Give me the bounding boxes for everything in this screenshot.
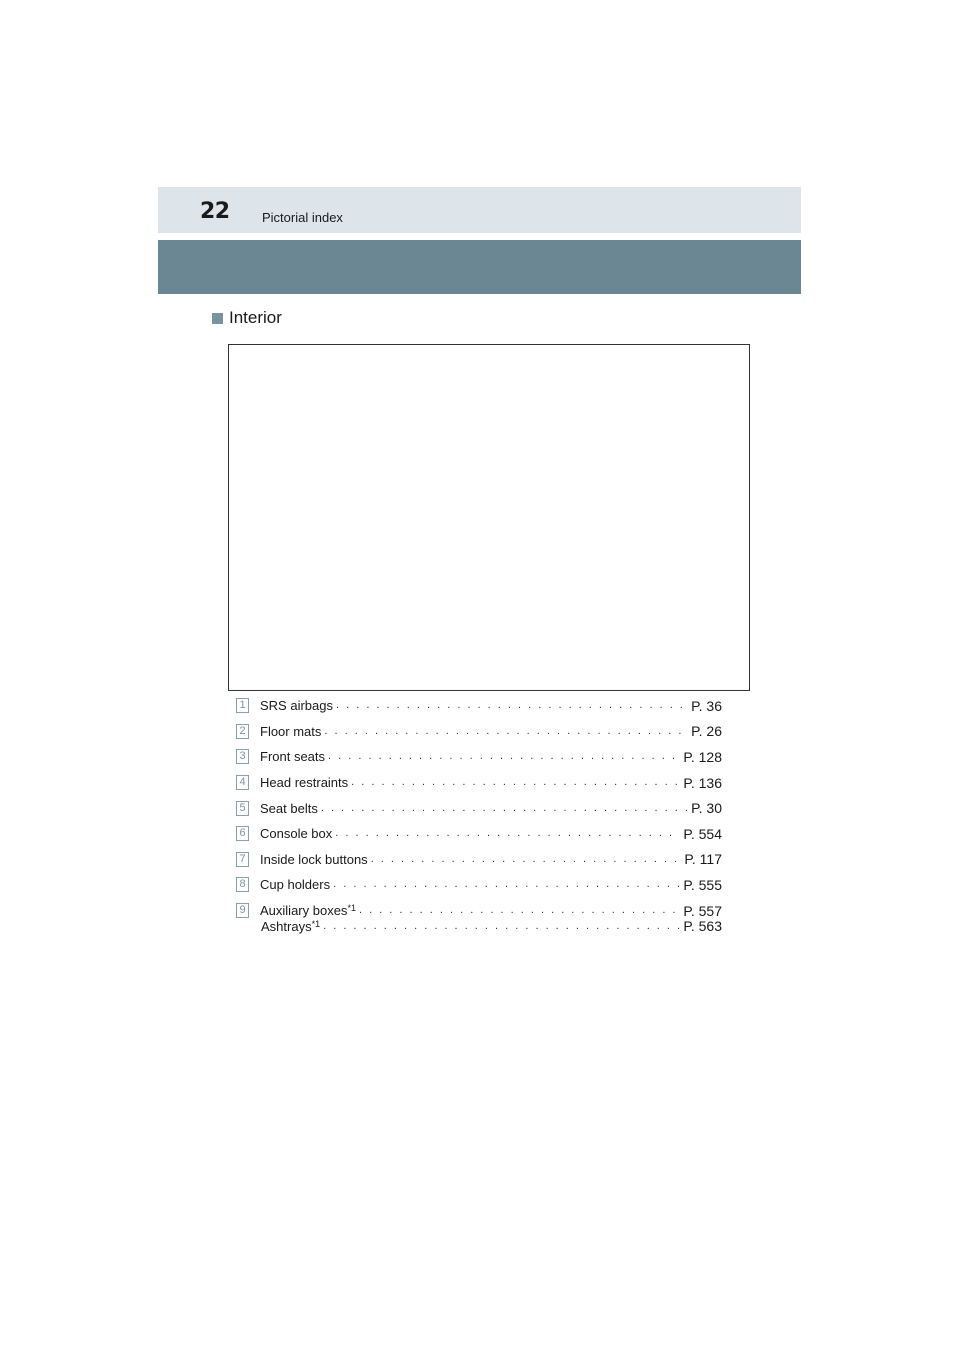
item-label: Seat belts	[260, 800, 318, 816]
item-label: Cup holders	[260, 877, 331, 893]
item-label	[260, 903, 356, 918]
item-label	[261, 919, 320, 934]
footnote-marker: *1	[347, 903, 356, 914]
item-number-badge: 4	[236, 775, 249, 790]
index-item[interactable]	[236, 872, 722, 898]
item-label: Front seats	[260, 749, 326, 765]
leader-dots	[371, 854, 682, 865]
page-reference-link[interactable]: P. 136	[683, 774, 722, 791]
square-bullet-icon	[212, 313, 223, 324]
leader-dots	[351, 777, 680, 788]
page-reference-link[interactable]: P. 128	[683, 748, 722, 765]
item-number-badge: 6	[236, 826, 249, 841]
index-list	[236, 693, 722, 935]
index-item[interactable]	[236, 795, 722, 821]
page-reference-link[interactable]: P. 36	[691, 697, 722, 714]
item-label-text: Ashtrays	[261, 918, 312, 934]
item-number-badge: 1	[236, 698, 249, 713]
index-item[interactable]	[236, 770, 722, 796]
item-number-badge: 2	[236, 724, 249, 739]
footnote-marker: *1	[311, 918, 321, 929]
page-reference-link[interactable]: P. 555	[683, 876, 722, 893]
item-label: SRS airbags	[260, 698, 333, 714]
item-number-badge: 8	[236, 877, 249, 892]
interior-figure-frame	[228, 344, 750, 691]
sub-heading-text: Interior	[229, 308, 282, 327]
index-item[interactable]	[236, 821, 722, 847]
leader-dots	[324, 726, 688, 737]
leader-dots	[323, 921, 680, 932]
item-label: Console box	[260, 826, 333, 842]
leader-dots	[359, 905, 680, 916]
item-number-badge: 5	[236, 801, 249, 816]
item-label-text: Auxiliary boxes	[260, 903, 348, 919]
page-reference-link[interactable]: P. 557	[683, 902, 722, 919]
leader-dots	[336, 700, 688, 711]
page-reference-link[interactable]: P. 554	[683, 825, 722, 842]
page-number: 22	[200, 199, 230, 224]
item-number-badge: 7	[236, 852, 249, 867]
leader-dots	[333, 879, 680, 890]
leader-dots	[335, 828, 680, 839]
item-label: Floor mats	[260, 723, 322, 739]
item-number-badge: 9	[236, 903, 249, 918]
leader-dots	[321, 803, 688, 814]
item-label: Head restraints	[260, 775, 349, 791]
header-band	[158, 187, 801, 233]
page-reference-link[interactable]: P. 117	[684, 851, 722, 868]
sub-heading	[212, 308, 282, 328]
index-item[interactable]	[236, 719, 722, 745]
index-sub-item[interactable]	[236, 917, 722, 935]
page-reference-link[interactable]: P. 30	[691, 800, 722, 817]
index-item[interactable]	[236, 744, 722, 770]
section-name: Pictorial index	[262, 210, 343, 225]
item-number-badge: 3	[236, 749, 249, 764]
page-reference-link[interactable]: P. 26	[691, 723, 722, 740]
item-label: Inside lock buttons	[260, 851, 368, 867]
title-band	[158, 240, 801, 294]
page-reference-link[interactable]: P. 563	[683, 918, 722, 935]
index-item[interactable]	[236, 847, 722, 873]
index-item[interactable]	[236, 693, 722, 719]
leader-dots	[328, 751, 680, 762]
